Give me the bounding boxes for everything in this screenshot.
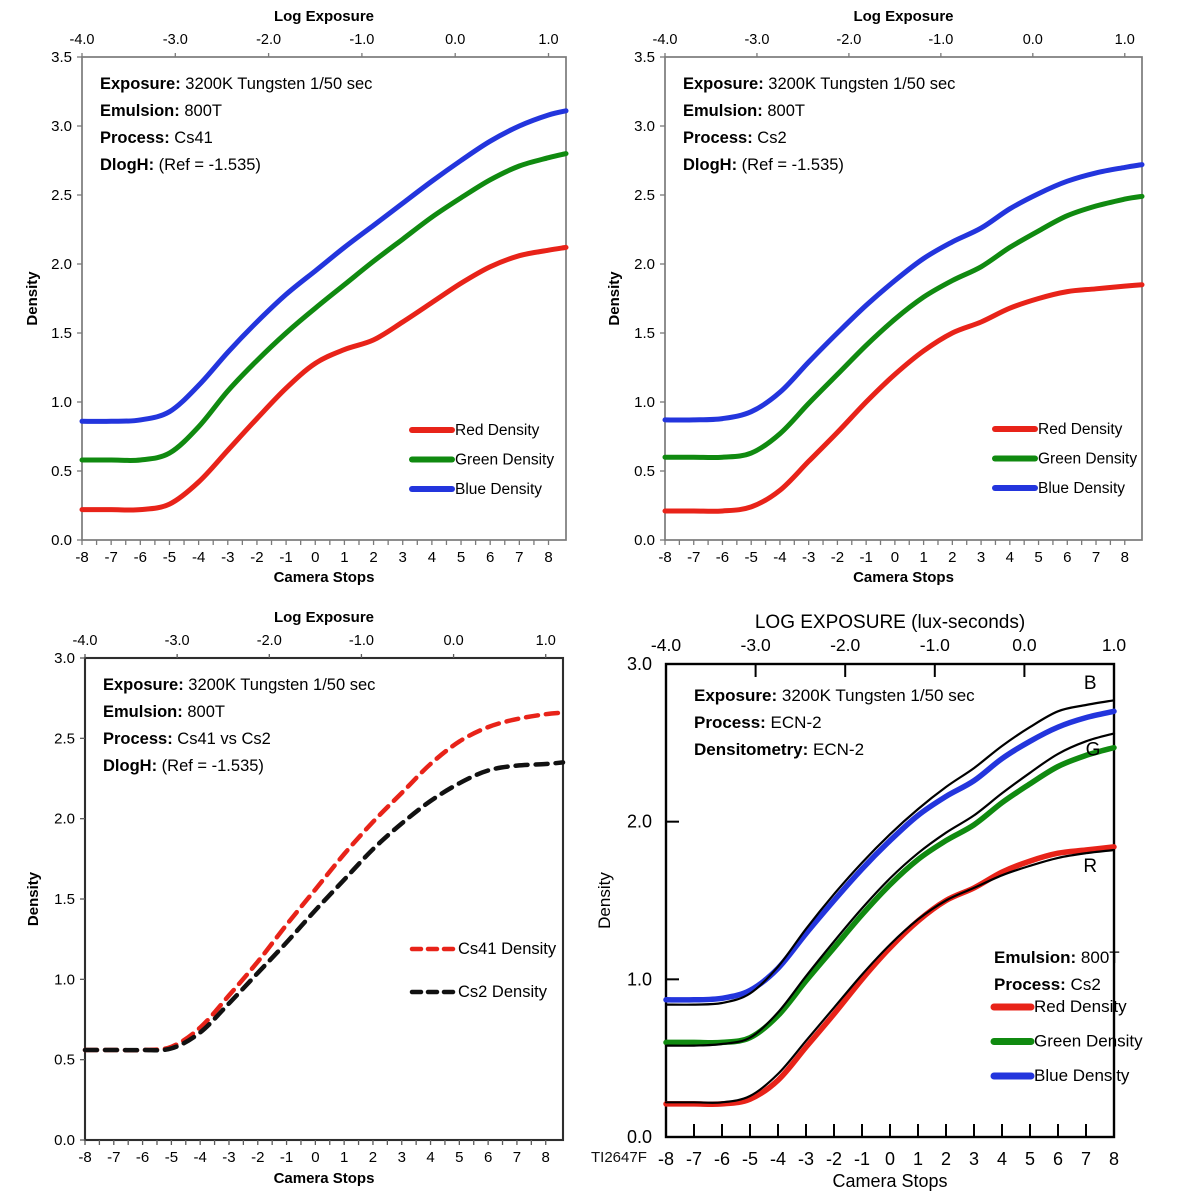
info-line: Densitometry: ECN-2 — [694, 740, 865, 759]
x-tick-label: -4 — [191, 549, 206, 566]
x-tick-label: -6 — [135, 1149, 150, 1166]
x-tick-label: 2 — [369, 549, 378, 566]
x-tick-label: -8 — [75, 549, 89, 566]
x-tick-label: 5 — [1034, 549, 1043, 566]
info-line: DlogH: (Ref = -1.535) — [100, 156, 261, 174]
legend-label: Green Density — [1038, 450, 1138, 468]
info-line: Process: Cs41 — [100, 129, 213, 147]
y-axis-title: Density — [25, 871, 42, 927]
y-tick-label: 3.0 — [51, 118, 72, 135]
legend-label: Blue Density — [1034, 1066, 1130, 1085]
x-tick-label: 2 — [368, 1149, 378, 1166]
x-tick-label: 8 — [1120, 549, 1129, 566]
series-green-density — [82, 154, 566, 461]
log-exposure-tick-label: -3.0 — [162, 32, 188, 48]
x-tick-label: -4 — [193, 1149, 207, 1166]
y-tick-label: 0.0 — [634, 532, 655, 549]
log-exposure-tick-label: -1.0 — [348, 633, 374, 649]
x-tick-label: 2 — [948, 549, 957, 566]
x-axis-title: Camera Stops — [832, 1171, 948, 1191]
info-line: Exposure: 3200K Tungsten 1/50 sec — [100, 75, 373, 93]
x-tick-label: 1 — [919, 549, 928, 566]
info-line: Emulsion: 800T — [683, 102, 805, 120]
y-tick-label: 3.0 — [54, 650, 75, 667]
x-tick-label: 4 — [1005, 549, 1014, 566]
series-cs2-density — [85, 762, 563, 1050]
legend-item — [994, 1066, 1130, 1085]
x-axis-title: Camera Stops — [273, 1170, 375, 1187]
y-tick-label: 0.0 — [54, 1132, 75, 1149]
y-tick-label: 3.5 — [51, 49, 72, 66]
x-tick-label: 5 — [456, 549, 466, 566]
info-block — [694, 686, 975, 759]
x-tick-label: 1 — [339, 1149, 349, 1166]
legend-item — [995, 480, 1125, 497]
log-exposure-tick-label: -1.0 — [919, 635, 950, 655]
x-tick-label: -8 — [657, 1149, 675, 1169]
x-tick-label: -7 — [104, 549, 118, 566]
x-tick-label: 5 — [1024, 1149, 1036, 1169]
log-exposure-tick-label: 0.0 — [1012, 635, 1037, 655]
legend-label: Cs2 Density — [458, 983, 547, 1001]
chart-ecn2-comparison — [595, 612, 1143, 1191]
y-tick-label: 1.0 — [51, 394, 72, 411]
x-tick-label: 2 — [940, 1149, 952, 1169]
x-tick-label: 8 — [541, 1149, 550, 1166]
legend-item — [412, 422, 540, 439]
x-tick-label: -3 — [797, 1149, 815, 1169]
legend-label: Red Density — [455, 422, 540, 439]
x-tick-label: 6 — [1052, 1149, 1064, 1169]
info-line: Exposure: 3200K Tungsten 1/50 sec — [694, 686, 975, 705]
log-exposure-tick-label: -3.0 — [740, 635, 771, 655]
log-exposure-tick-label: 1.0 — [1114, 32, 1135, 48]
x-axis-title: Camera Stops — [853, 569, 954, 586]
chart-cs2 — [606, 8, 1142, 586]
log-exposure-tick-label: -4.0 — [650, 635, 682, 655]
y-tick-label: 0.5 — [634, 463, 655, 480]
legend-label: Green Density — [1034, 1031, 1143, 1051]
x-tick-label: -5 — [164, 1149, 179, 1166]
top-axis-title: LOG EXPOSURE (lux-seconds) — [754, 612, 1026, 633]
curve-end-label: G — [1085, 739, 1101, 761]
x-tick-label: 6 — [1063, 549, 1072, 566]
log-exposure-tick-label: 0.0 — [445, 32, 466, 48]
legend-item — [995, 451, 1137, 468]
info-line: Process: Cs2 — [683, 129, 787, 147]
legend-label: Cs41 Density — [458, 940, 557, 958]
series-red-density — [82, 247, 566, 510]
y-tick-label: 0.5 — [54, 1051, 75, 1069]
log-exposure-tick-label: 1.0 — [535, 633, 556, 649]
axis-ticks — [660, 53, 1125, 545]
legend-item — [412, 940, 557, 958]
info-line: Emulsion: 800T — [100, 102, 222, 120]
log-exposure-tick-label: -3.0 — [744, 32, 770, 48]
log-exposure-tick-label: -1.0 — [928, 32, 954, 48]
log-exposure-tick-label: -2.0 — [836, 32, 862, 48]
x-tick-label: 0 — [311, 549, 320, 566]
x-tick-label: 8 — [1108, 1149, 1120, 1169]
y-axis-title: Density — [595, 872, 614, 929]
x-tick-label: -6 — [713, 1149, 731, 1169]
x-tick-label: 7 — [512, 1149, 522, 1166]
top-axis-title: Log Exposure — [853, 8, 954, 25]
info-line: Exposure: 3200K Tungsten 1/50 sec — [683, 75, 956, 93]
x-tick-label: 6 — [486, 549, 495, 566]
x-tick-label: 4 — [426, 1149, 435, 1166]
x-tick-label: 3 — [976, 549, 986, 566]
x-tick-label: 7 — [515, 549, 524, 566]
x-tick-label: -3 — [222, 1149, 236, 1166]
y-tick-label: 2.0 — [634, 256, 655, 273]
legend-item — [994, 1032, 1143, 1051]
top-axis-title: Log Exposure — [273, 8, 375, 25]
legend-label: Blue Density — [455, 481, 543, 498]
log-exposure-tick-label: -1.0 — [349, 32, 375, 48]
x-tick-label: -2 — [825, 1149, 843, 1169]
legend-item — [995, 421, 1123, 438]
y-axis-title: Density — [24, 271, 41, 326]
info-line: Exposure: 3200K Tungsten 1/50 sec — [103, 676, 376, 694]
x-tick-label: 5 — [455, 1149, 464, 1166]
x-tick-label: 7 — [1080, 1149, 1092, 1169]
x-tick-label: -4 — [769, 1149, 787, 1169]
y-tick-label: 2.5 — [51, 187, 72, 204]
x-tick-label: 8 — [544, 549, 553, 566]
log-exposure-tick-label: 0.0 — [1022, 32, 1043, 48]
x-tick-label: -1 — [279, 549, 293, 566]
legend-header-line: Emulsion: 800T — [994, 948, 1120, 967]
x-tick-label: -1 — [279, 1149, 294, 1166]
y-tick-label: 1.5 — [634, 325, 655, 342]
info-block — [103, 676, 375, 775]
x-tick-label: -3 — [221, 549, 235, 566]
x-tick-label: 1 — [340, 549, 349, 566]
x-tick-label: 1 — [912, 1149, 924, 1169]
x-tick-label: -7 — [107, 1149, 121, 1166]
x-tick-label: -5 — [744, 549, 758, 566]
x-tick-label: 6 — [483, 1149, 493, 1166]
y-tick-label: 1.5 — [51, 325, 72, 342]
log-exposure-tick-label: 1.0 — [1101, 635, 1127, 655]
x-tick-label: -1 — [859, 549, 873, 566]
y-tick-label: 1.0 — [54, 971, 75, 989]
legend — [412, 422, 554, 498]
info-line: DlogH: (Ref = -1.535) — [103, 757, 264, 775]
y-tick-label: 1.0 — [634, 394, 655, 411]
legend-label: Red Density — [1034, 997, 1127, 1016]
y-tick-label: 0.5 — [51, 463, 72, 480]
curve-end-label: B — [1083, 673, 1097, 695]
log-exposure-tick-label: -4.0 — [72, 633, 98, 649]
y-tick-label: 2.5 — [634, 187, 655, 204]
x-tick-label: 4 — [996, 1149, 1008, 1169]
x-tick-label: 4 — [427, 549, 437, 566]
y-tick-label: 2.5 — [54, 730, 75, 748]
x-tick-label: -8 — [658, 549, 672, 566]
x-tick-label: 3 — [398, 549, 407, 566]
y-tick-label: 1.5 — [54, 891, 75, 908]
x-tick-label: -8 — [78, 1149, 92, 1166]
legend — [412, 940, 557, 1001]
log-exposure-tick-label: -4.0 — [69, 32, 95, 48]
axis-ticks — [77, 53, 549, 545]
y-tick-label: 2.0 — [54, 810, 75, 828]
y-tick-label: 0.0 — [51, 532, 72, 549]
x-tick-label: -6 — [133, 549, 147, 566]
legend-item — [412, 983, 548, 1001]
info-block — [683, 75, 955, 174]
x-tick-label: 0 — [884, 1149, 896, 1169]
y-tick-label: 2.0 — [626, 811, 652, 832]
figure-code-label: TI2647F — [591, 1149, 647, 1166]
x-tick-label: -2 — [830, 549, 845, 566]
curve-end-label: R — [1083, 856, 1098, 878]
x-tick-label: -5 — [741, 1149, 759, 1169]
legend-item — [412, 452, 554, 469]
legend-label: Green Density — [455, 451, 555, 469]
x-tick-label: -1 — [853, 1149, 871, 1169]
chart-cs41 — [24, 8, 566, 586]
legend — [994, 948, 1143, 1085]
x-tick-label: -4 — [773, 549, 787, 566]
chart-cs41-vs-cs2 — [25, 609, 563, 1187]
y-axis-title: Density — [606, 271, 623, 326]
info-block — [100, 75, 372, 174]
log-exposure-tick-label: -4.0 — [652, 32, 678, 48]
log-exposure-tick-label: -2.0 — [256, 32, 282, 48]
info-line: DlogH: (Ref = -1.535) — [683, 156, 844, 174]
log-exposure-tick-label: -3.0 — [164, 633, 190, 649]
legend-header-line: Process: Cs2 — [994, 975, 1101, 994]
log-exposure-tick-label: -2.0 — [830, 635, 861, 655]
legend-label: Blue Density — [1038, 480, 1126, 497]
x-tick-label: -2 — [251, 1149, 265, 1166]
log-exposure-tick-label: 0.0 — [443, 633, 464, 649]
y-tick-label: 3.0 — [634, 118, 655, 135]
x-tick-label: 3 — [968, 1149, 980, 1169]
x-tick-label: -2 — [250, 549, 264, 566]
x-tick-label: 0 — [311, 1149, 320, 1166]
top-axis-title: Log Exposure — [273, 609, 375, 626]
x-tick-label: 3 — [397, 1149, 406, 1166]
info-line: Process: ECN-2 — [694, 713, 822, 732]
legend — [995, 421, 1137, 497]
x-axis-title: Camera Stops — [273, 569, 375, 586]
legend-item — [412, 481, 542, 498]
log-exposure-tick-label: 1.0 — [538, 32, 559, 48]
y-tick-label: 2.0 — [51, 256, 72, 273]
log-exposure-tick-label: -2.0 — [256, 633, 282, 649]
info-line: Process: Cs41 vs Cs2 — [103, 730, 271, 748]
y-tick-label: 3.0 — [626, 654, 652, 674]
x-tick-label: -5 — [162, 549, 177, 566]
x-tick-label: 7 — [1091, 549, 1101, 566]
info-line: Emulsion: 800T — [103, 703, 225, 721]
x-tick-label: -7 — [687, 549, 701, 566]
y-tick-label: 3.5 — [634, 49, 655, 66]
x-tick-label: -7 — [685, 1149, 703, 1169]
axis-ticks — [80, 654, 546, 1145]
y-tick-label: 0.0 — [626, 1127, 652, 1147]
legend-item — [994, 997, 1127, 1016]
x-tick-label: 0 — [890, 549, 900, 566]
x-tick-label: -6 — [715, 549, 730, 566]
legend-label: Red Density — [1038, 421, 1123, 438]
series-red-density — [665, 285, 1142, 512]
y-tick-label: 1.0 — [626, 969, 652, 990]
x-tick-label: -3 — [802, 549, 816, 566]
